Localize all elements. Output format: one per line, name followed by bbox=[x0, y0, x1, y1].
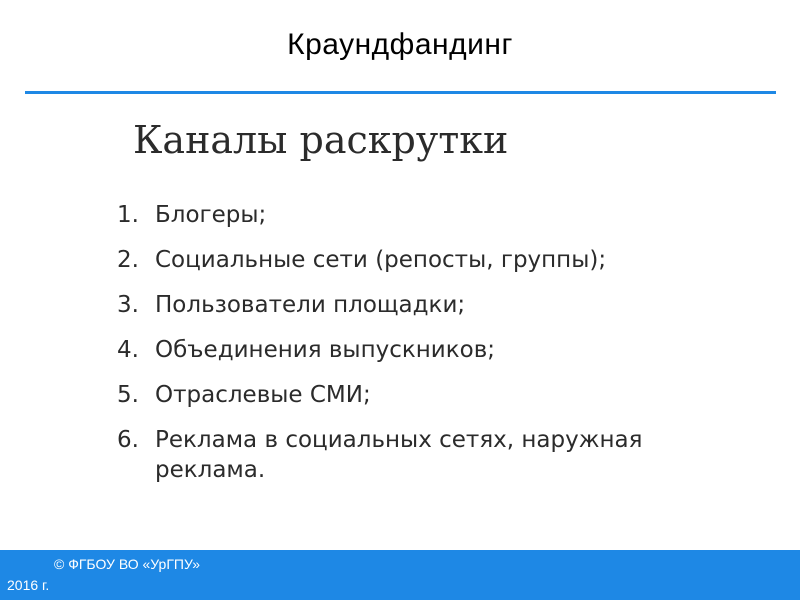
list-item bbox=[117, 245, 757, 275]
list-item bbox=[117, 335, 757, 365]
footer-year: 2016 г. bbox=[7, 577, 50, 593]
list-item-text: Реклама в социальных сетях, наружная реклама. bbox=[155, 427, 643, 483]
list-item bbox=[117, 290, 757, 320]
list-item bbox=[117, 425, 757, 485]
list-item-text: Пользователи площадки; bbox=[155, 292, 466, 318]
list-item-text: Блогеры; bbox=[155, 202, 267, 228]
list-item-number: 3. bbox=[117, 292, 139, 318]
list-item bbox=[117, 380, 757, 410]
list-item-text: Отраслевые СМИ; bbox=[155, 382, 371, 408]
list-item-number: 6. bbox=[117, 427, 139, 453]
list-item-text: Социальные сети (репосты, группы); bbox=[155, 247, 607, 273]
list-item-number: 5. bbox=[117, 382, 139, 408]
slide-title: Краундфандинг bbox=[287, 28, 513, 61]
list-item bbox=[117, 200, 757, 230]
footer-copyright: © ФГБОУ ВО «УрГПУ» bbox=[54, 556, 201, 572]
content-heading: Каналы раскрутки bbox=[133, 118, 509, 162]
list-item-number: 1. bbox=[117, 202, 139, 228]
list-item-number: 4. bbox=[117, 337, 139, 363]
footer-bar bbox=[0, 550, 800, 600]
list-item-text: Объединения выпускников; bbox=[155, 337, 496, 363]
list-item-number: 2. bbox=[117, 247, 139, 273]
title-divider bbox=[25, 91, 776, 94]
channel-list bbox=[117, 200, 757, 500]
